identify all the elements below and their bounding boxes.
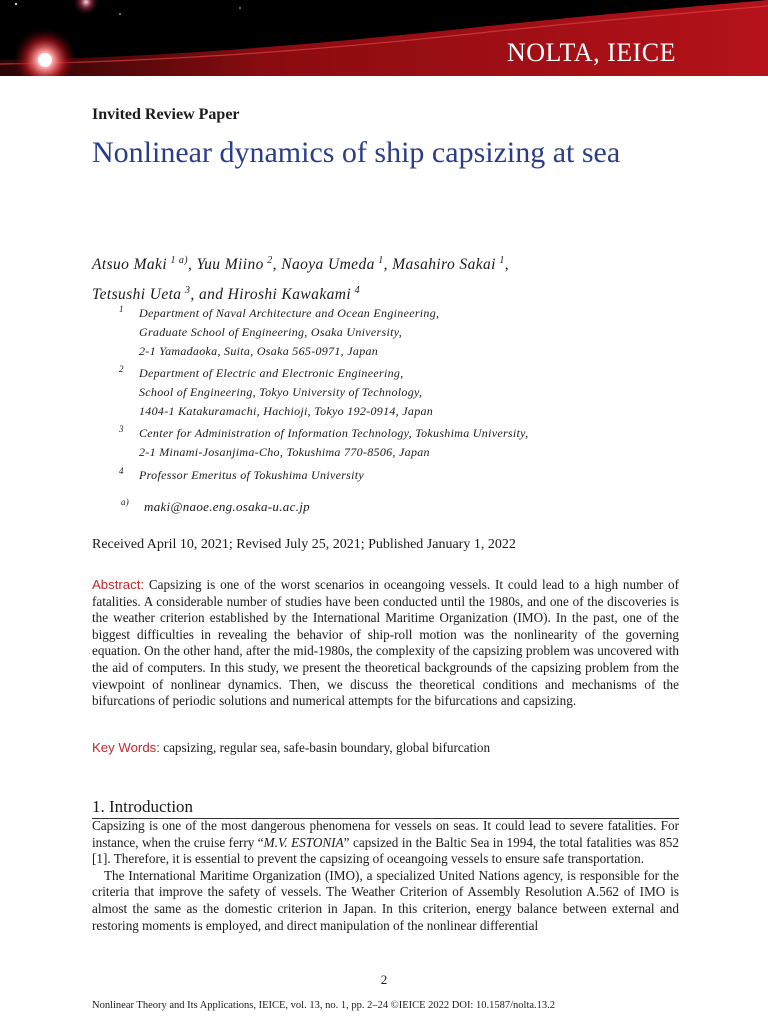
affiliation-line: 1404-1 Katakuramachi, Hachioji, Tokyo 192-0914, Japan — [139, 404, 434, 418]
affiliation-mark: 3 — [119, 424, 124, 434]
author-name: Hiroshi Kawakami — [227, 286, 352, 304]
intro-paragraph-1 — [92, 818, 679, 868]
abstract — [92, 577, 679, 710]
affiliation-line: Professor Emeritus of Tokushima University — [139, 468, 365, 482]
affiliation-line: 2-1 Minami-Josanjima-Cho, Tokushima 770-8506, Japan — [139, 445, 430, 459]
paper-type-label: Invited Review Paper — [92, 106, 240, 123]
page-number: 2 — [380, 972, 388, 987]
author-name: Yuu Miino — [196, 256, 264, 274]
abstract-label: Abstract: — [92, 577, 145, 592]
intro-p1-text-b: ” capsized in the Baltic Sea in 1994, the total fatalities was 852 [1]. Therefore, it is essential to prevent the capsizing of oceangoing vessels to ensure safe transportation. — [92, 834, 679, 867]
keywords — [92, 740, 490, 756]
author-mark: 2 — [267, 255, 273, 266]
abstract-text: Capsizing is one of the worst scenarios in oceangoing vessels. It could lead to a high number of fatalities. A considerable number of studies have been conducted until the 1980s, and one of the discoveries is the weather criterion established by the International Maritime Organization (IMO). In the past, one of the biggest difficulties in revealing the behavior of ship-roll motion was the nonlinearity of the governing equation. On the other hand, after the mid-1980s, the complexity of the capsizing problem was uncovered with the aid of computers. In this study, we present the theoretical backgrounds of the capsizing problem from the viewpoint of nonlinear dynamics. Then, we discuss the theoretical conditions and mechanisms of the bifurcations of periodic solutions and numerical attempts for the bifurcations and capsizing. — [92, 577, 679, 709]
author-mark: 1 a) — [170, 255, 188, 266]
author-list: Atsuo Maki $^{1 a)}$, Yuu Miino $^2$, Naoya Umeda $^1$, Masahiro Sakai $^1$, Tetsushi Ueta $^3$, and Hiroshi Kawakami $^4$ — [92, 255, 510, 304]
affiliation-line: Department of Naval Architecture and Ocean Engineering, — [139, 306, 440, 320]
section-heading-introduction: 1. Introduction — [92, 797, 679, 819]
author-mark: 3 — [184, 285, 191, 297]
affiliation-line: Graduate School of Engineering, Osaka University, — [139, 325, 402, 339]
author-name: Naoya Umeda — [281, 256, 375, 274]
intro-paragraph-2: The International Maritime Organization (IMO), a specialized United Nations agency, is responsible for the criteria that improve the safety of vessels. The Weather Criterion of Assembly Resolution A.562 of IMO is almost the same as the domestic criterion in Japan. In this criterion, energy balance between external and restoring moments is employed, and direct manipulation of the nonlinear differential — [92, 867, 679, 933]
received-dates: Received April 10, 2021; Revised July 25, 2021; Published January 1, 2022 — [92, 537, 516, 552]
affiliation-line: 2-1 Yamadaoka, Suita, Osaka 565-0971, Japan — [139, 344, 379, 358]
author-name: Tetsushi Ueta — [92, 286, 182, 304]
intro-p1-text-a: Capsizing is one of the most dangerous phenomena for vessels on seas. It could lead to severe fatalities. For instance, when the cruise ferry “ — [92, 818, 679, 850]
affiliation-line: Department of Electric and Electronic Engineering, — [139, 366, 404, 380]
author-mark: 1 — [378, 255, 384, 266]
affiliation-line: Center for Administration of Information Technology, Tokushima University, — [139, 426, 529, 440]
affiliation-line: School of Engineering, Tokyo University of Technology, — [139, 385, 423, 399]
affiliation-3 — [119, 424, 529, 462]
paper-title: Nonlinear dynamics of ship capsizing at sea — [92, 136, 621, 169]
affiliation-mark: 4 — [119, 466, 124, 476]
affiliation-mark: 2 — [119, 364, 124, 374]
affiliation-1 — [119, 304, 440, 361]
author-mark: 4 — [354, 285, 360, 297]
author-mark: 1 — [499, 255, 505, 266]
corresponding-email — [121, 497, 310, 516]
affiliation-mark: 1 — [119, 304, 124, 314]
keywords-label: Key Words: — [92, 740, 160, 755]
author-name: Atsuo Maki — [92, 256, 168, 274]
introduction-body — [92, 818, 679, 934]
email-mark: a) — [121, 497, 130, 507]
journal-name: NOLTA, IEICE — [506, 38, 676, 67]
affiliation-2 — [119, 364, 434, 421]
keywords-text: capsizing, regular sea, safe-basin boundary, global bifurcation — [163, 740, 491, 755]
author-name: Masahiro Sakai — [392, 256, 496, 274]
journal-header-banner — [0, 0, 768, 76]
affiliation-4 — [119, 466, 365, 485]
footer-citation: Nonlinear Theory and Its Applications, IEICE, vol. 13, no. 1, pp. 2–24 ©IEICE 2022 DOI: 10.1587/nolta.13.2 — [92, 1000, 556, 1011]
email-link[interactable]: maki@naoe.eng.osaka-u.ac.jp — [144, 499, 310, 514]
ship-name: M.V. ESTONIA — [263, 834, 344, 850]
